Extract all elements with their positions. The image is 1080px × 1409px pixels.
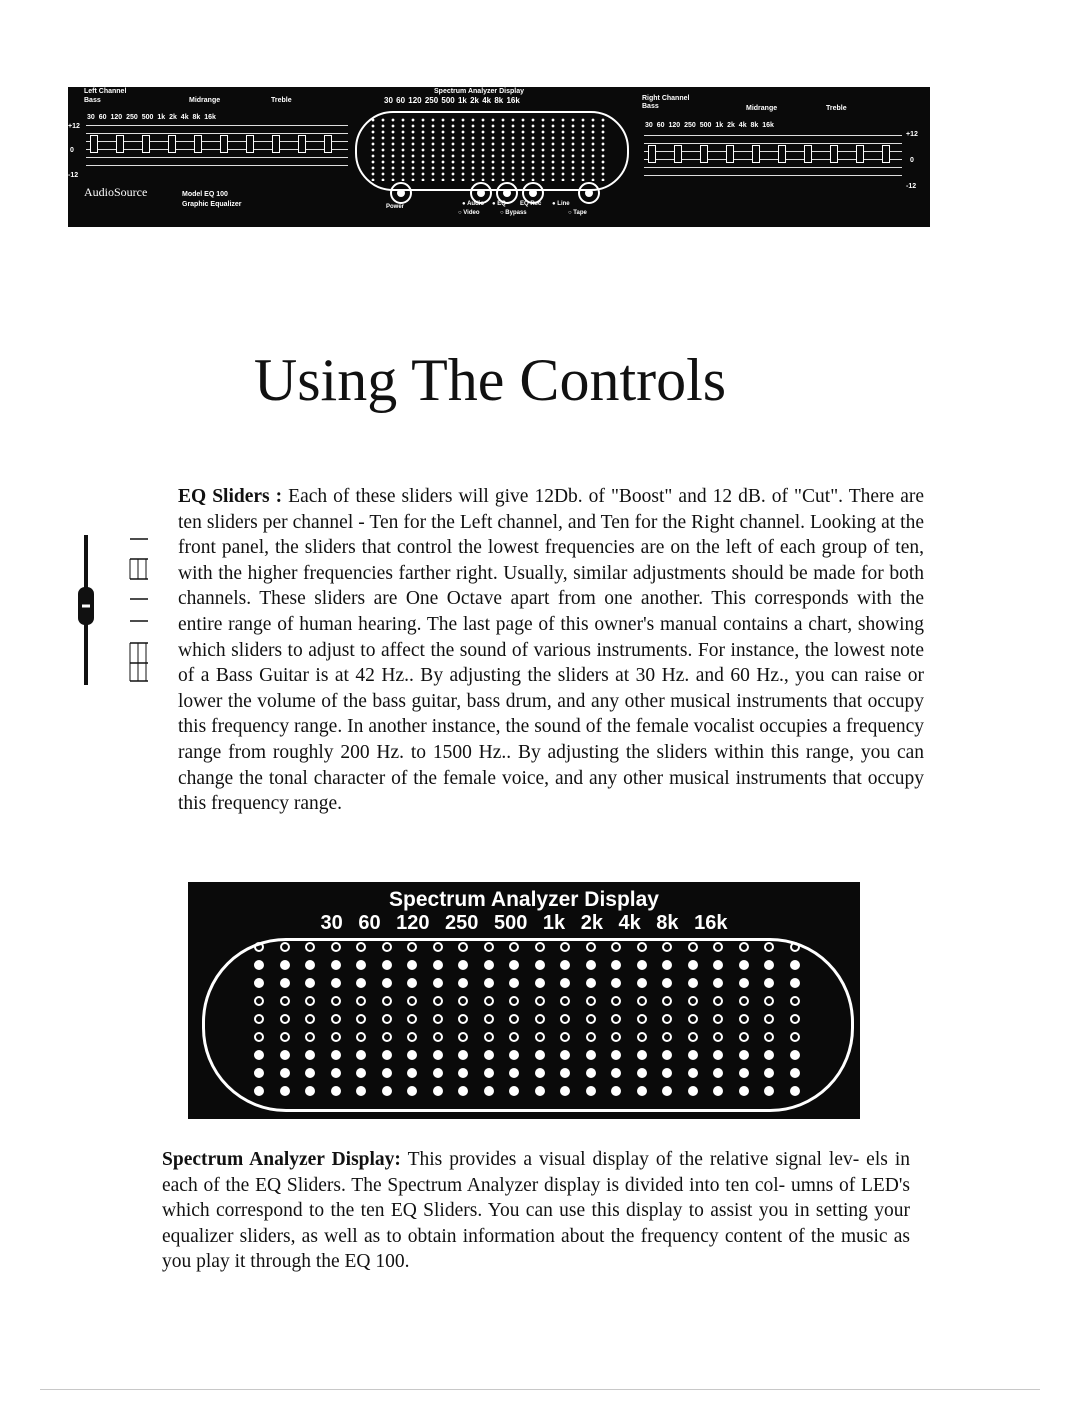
- led: [637, 960, 647, 970]
- right-db-minus: -12: [906, 183, 917, 190]
- led: [509, 1050, 519, 1060]
- led: [458, 978, 468, 988]
- led: [637, 1032, 647, 1042]
- led: [560, 978, 570, 988]
- led: [662, 1086, 672, 1096]
- led: [356, 978, 366, 988]
- led: [637, 978, 647, 988]
- brand-logo: AudioSource: [84, 185, 148, 199]
- led: [560, 942, 570, 952]
- led-bypass-label: ○ Bypass: [500, 210, 527, 216]
- led: [280, 1086, 290, 1096]
- led: [764, 996, 774, 1006]
- led: [382, 960, 392, 970]
- right-slider-bank: [644, 135, 902, 175]
- led: [586, 978, 596, 988]
- led: [535, 1086, 545, 1096]
- eq-sliders-heading: EQ Sliders :: [178, 486, 283, 507]
- led: [509, 960, 519, 970]
- led: [560, 1032, 570, 1042]
- left-db-minus: -12: [68, 172, 79, 179]
- led: [586, 996, 596, 1006]
- led: [433, 996, 443, 1006]
- led: [280, 1014, 290, 1024]
- led: [637, 1068, 647, 1078]
- led: [535, 960, 545, 970]
- eq-sliders-paragraph: [178, 484, 924, 817]
- led: [484, 942, 494, 952]
- led: [305, 942, 315, 952]
- led: [509, 1032, 519, 1042]
- led: [407, 1032, 417, 1042]
- led: [790, 978, 800, 988]
- led-eqrec-label: EQ Rec: [520, 201, 542, 207]
- led: [790, 942, 800, 952]
- led: [662, 1032, 672, 1042]
- led: [688, 960, 698, 970]
- led: [713, 1014, 723, 1024]
- led: [662, 1050, 672, 1060]
- led: [382, 1014, 392, 1024]
- led: [331, 1068, 341, 1078]
- mode-button-4: [578, 182, 600, 204]
- led: [458, 996, 468, 1006]
- led: [305, 1050, 315, 1060]
- led: [331, 942, 341, 952]
- led: [305, 1014, 315, 1024]
- led: [764, 978, 774, 988]
- led: [637, 1050, 647, 1060]
- eq-sliders-text: Each of these sliders will give 12Db. of "Boost" and 12 dB. of "Cut". There are ten sliders per channel - Ten for the Left channel, and Ten for the Right channel. Looking at the front panel, the sliders that control the lowest frequencies are on the left of each group of ten, with the higher frequencies farther right. Usually, similar adjustments should be made for both channels. These sliders are One Octave apart from one another. This corresponds with the entire range of human hearing. The last page of this owner's manual contains a chart, showing which sliders to adjust to affect the sound of various instruments. For instance, the lowest note of a Bass Guitar is at 42 Hz.. By adjusting the sliders at 30 Hz. and 60 Hz., you can raise or lower the volume of the bass guitar, bass drum, and any other musical instruments that occupy this frequency range. In another instance, the sound of the female vocalist occupies a frequency range from roughly 200 Hz. to 1500 Hz.. By adjusting the sliders within this range, you can change the tonal character of the female voice, and any other musical instruments that occupy this frequency range.: [178, 486, 925, 815]
- led: [790, 960, 800, 970]
- led-eq-label: ● EQ: [492, 201, 506, 207]
- led: [586, 960, 596, 970]
- led: [790, 996, 800, 1006]
- led: [586, 1086, 596, 1096]
- led: [484, 1086, 494, 1096]
- led: [433, 978, 443, 988]
- led: [713, 978, 723, 988]
- led: [739, 978, 749, 988]
- led: [662, 996, 672, 1006]
- led: [356, 996, 366, 1006]
- led: [382, 1068, 392, 1078]
- panel-spectrum-leds: [368, 117, 608, 181]
- right-treble-label: Treble: [826, 105, 847, 112]
- spectrum-text: This provides a visual display of the relative signal lev- els in each of the EQ Sliders. The Spectrum Analyzer display is divided into ten col- umns of LED's which correspond to the ten EQ Sliders. You can use this display to assist you in setting your equalizer sliders, as well as to obtain information about the frequency content of the music as you play it through the EQ 100.: [162, 1149, 910, 1273]
- led: [713, 1086, 723, 1096]
- led: [458, 942, 468, 952]
- led: [280, 1032, 290, 1042]
- led: [484, 1068, 494, 1078]
- led: [713, 996, 723, 1006]
- led: [611, 1050, 621, 1060]
- led: [535, 942, 545, 952]
- left-db-zero: 0: [70, 147, 74, 154]
- led: [586, 1032, 596, 1042]
- led: [305, 1032, 315, 1042]
- led: [407, 1068, 417, 1078]
- led: [280, 978, 290, 988]
- led: [662, 960, 672, 970]
- led: [688, 1068, 698, 1078]
- led: [535, 1068, 545, 1078]
- led: [688, 1014, 698, 1024]
- led: [254, 960, 264, 970]
- left-bass-label: Bass: [84, 97, 101, 104]
- led: [331, 1032, 341, 1042]
- led: [560, 1068, 570, 1078]
- led: [458, 960, 468, 970]
- led: [458, 1086, 468, 1096]
- led: [535, 978, 545, 988]
- led: [331, 996, 341, 1006]
- led: [280, 996, 290, 1006]
- led: [790, 1032, 800, 1042]
- power-button: [390, 182, 412, 204]
- led: [586, 1014, 596, 1024]
- led: [586, 1068, 596, 1078]
- led: [433, 960, 443, 970]
- led: [560, 1086, 570, 1096]
- model-label: Model EQ 100: [182, 191, 228, 198]
- panel-spectrum-label: Spectrum Analyzer Display: [434, 88, 524, 95]
- led-video-label: ○ Video: [458, 210, 480, 216]
- led: [305, 978, 315, 988]
- led: [509, 978, 519, 988]
- spectrum-paragraph: [162, 1147, 910, 1275]
- led: [739, 960, 749, 970]
- led: [331, 1014, 341, 1024]
- led: [484, 996, 494, 1006]
- right-db-zero: 0: [910, 157, 914, 164]
- led: [331, 978, 341, 988]
- led: [280, 942, 290, 952]
- led: [280, 1068, 290, 1078]
- led: [407, 1014, 417, 1024]
- led: [560, 1014, 570, 1024]
- led: [637, 1086, 647, 1096]
- led: [611, 996, 621, 1006]
- led: [356, 942, 366, 952]
- led: [764, 942, 774, 952]
- left-freq-labels: 30 60 120 250 500 1k 2k 4k 8k 16k: [87, 114, 216, 121]
- led: [764, 1050, 774, 1060]
- led: [305, 996, 315, 1006]
- left-treble-label: Treble: [271, 97, 292, 104]
- led: [739, 1050, 749, 1060]
- page-bottom-rule: [40, 1389, 1040, 1390]
- led: [331, 960, 341, 970]
- led-tape-label: ○ Tape: [568, 210, 587, 216]
- led: [611, 1086, 621, 1096]
- left-channel-label: Left Channel: [84, 88, 127, 95]
- led: [356, 1086, 366, 1096]
- right-db-plus: +12: [906, 131, 918, 138]
- led: [433, 1032, 443, 1042]
- led: [688, 1050, 698, 1060]
- spectrum-heading: Spectrum Analyzer Display:: [162, 1149, 401, 1170]
- led: [764, 1014, 774, 1024]
- led: [484, 1032, 494, 1042]
- right-bass-label: Bass: [642, 103, 659, 110]
- led: [662, 942, 672, 952]
- led: [662, 978, 672, 988]
- led: [739, 1014, 749, 1024]
- led: [280, 1050, 290, 1060]
- led: [739, 1032, 749, 1042]
- left-midrange-label: Midrange: [189, 97, 221, 104]
- led: [611, 1068, 621, 1078]
- led: [790, 1014, 800, 1024]
- led: [637, 996, 647, 1006]
- led: [611, 1014, 621, 1024]
- led: [254, 1032, 264, 1042]
- led: [433, 1050, 443, 1060]
- led: [535, 1032, 545, 1042]
- front-panel-image: [68, 87, 930, 227]
- right-midrange-label: Midrange: [746, 105, 778, 112]
- slider-illustration-icon: [78, 535, 158, 685]
- led: [739, 1086, 749, 1096]
- led: [280, 960, 290, 970]
- led: [254, 942, 264, 952]
- spectrum-display-image: [188, 882, 860, 1119]
- led: [382, 1050, 392, 1060]
- led: [254, 978, 264, 988]
- led: [713, 942, 723, 952]
- led: [535, 996, 545, 1006]
- led: [586, 1050, 596, 1060]
- led: [433, 1014, 443, 1024]
- led: [560, 996, 570, 1006]
- led: [433, 942, 443, 952]
- led: [764, 960, 774, 970]
- page-title: Using The Controls: [253, 347, 727, 413]
- led: [356, 1014, 366, 1024]
- led: [764, 1086, 774, 1096]
- led: [739, 942, 749, 952]
- led: [713, 960, 723, 970]
- led: [407, 1086, 417, 1096]
- led: [637, 1014, 647, 1024]
- led: [560, 1050, 570, 1060]
- led: [790, 1050, 800, 1060]
- led: [407, 978, 417, 988]
- spectrum-display-freqs: 30 60 120 250 500 1k 2k 4k 8k 16k: [320, 912, 728, 934]
- led: [764, 1032, 774, 1042]
- led: [331, 1086, 341, 1096]
- led: [458, 1050, 468, 1060]
- led: [509, 1086, 519, 1096]
- led: [254, 1014, 264, 1024]
- led: [739, 996, 749, 1006]
- led: [305, 960, 315, 970]
- led: [484, 1014, 494, 1024]
- led: [509, 942, 519, 952]
- left-slider-bank: [86, 125, 348, 165]
- led: [305, 1068, 315, 1078]
- led: [509, 996, 519, 1006]
- led: [611, 960, 621, 970]
- led: [688, 942, 698, 952]
- led: [662, 1068, 672, 1078]
- led: [382, 1086, 392, 1096]
- led: [509, 1068, 519, 1078]
- led: [407, 960, 417, 970]
- led: [713, 1068, 723, 1078]
- led: [407, 996, 417, 1006]
- left-db-plus: +12: [68, 123, 80, 130]
- led: [535, 1050, 545, 1060]
- led: [509, 1014, 519, 1024]
- spectrum-display-title: Spectrum Analyzer Display: [389, 888, 659, 911]
- led: [356, 1050, 366, 1060]
- led: [484, 960, 494, 970]
- led: [382, 996, 392, 1006]
- led: [790, 1086, 800, 1096]
- led: [688, 978, 698, 988]
- led: [407, 1050, 417, 1060]
- led: [382, 978, 392, 988]
- led: [790, 1068, 800, 1078]
- led: [433, 1086, 443, 1096]
- led: [764, 1068, 774, 1078]
- led: [713, 1050, 723, 1060]
- led: [688, 1032, 698, 1042]
- led: [458, 1014, 468, 1024]
- led: [254, 1068, 264, 1078]
- right-freq-labels: 30 60 120 250 500 1k 2k 4k 8k 16k: [645, 122, 774, 129]
- led: [331, 1050, 341, 1060]
- led-line-label: ● Line: [552, 201, 570, 207]
- led: [560, 960, 570, 970]
- spectrum-display-frame: [202, 938, 854, 1112]
- led: [611, 978, 621, 988]
- led: [433, 1068, 443, 1078]
- led: [254, 996, 264, 1006]
- led: [382, 1032, 392, 1042]
- led: [688, 996, 698, 1006]
- led: [484, 978, 494, 988]
- led: [356, 1032, 366, 1042]
- led: [611, 1032, 621, 1042]
- panel-spectrum-freqs: 30 60 120 250 500 1k 2k 4k 8k 16k: [384, 96, 520, 105]
- right-channel-label: Right Channel: [642, 95, 690, 102]
- led: [637, 942, 647, 952]
- led: [458, 1068, 468, 1078]
- led: [356, 960, 366, 970]
- led: [611, 942, 621, 952]
- led: [484, 1050, 494, 1060]
- led: [254, 1050, 264, 1060]
- led: [739, 1068, 749, 1078]
- led: [688, 1086, 698, 1096]
- led-audio-label: ● Audio: [462, 201, 485, 207]
- led: [254, 1086, 264, 1096]
- led: [458, 1032, 468, 1042]
- led: [713, 1032, 723, 1042]
- model-sub-label: Graphic Equalizer: [182, 201, 242, 208]
- led: [382, 942, 392, 952]
- led: [356, 1068, 366, 1078]
- led: [535, 1014, 545, 1024]
- led: [662, 1014, 672, 1024]
- led: [407, 942, 417, 952]
- led: [586, 942, 596, 952]
- power-label: Power: [386, 204, 405, 210]
- led: [305, 1086, 315, 1096]
